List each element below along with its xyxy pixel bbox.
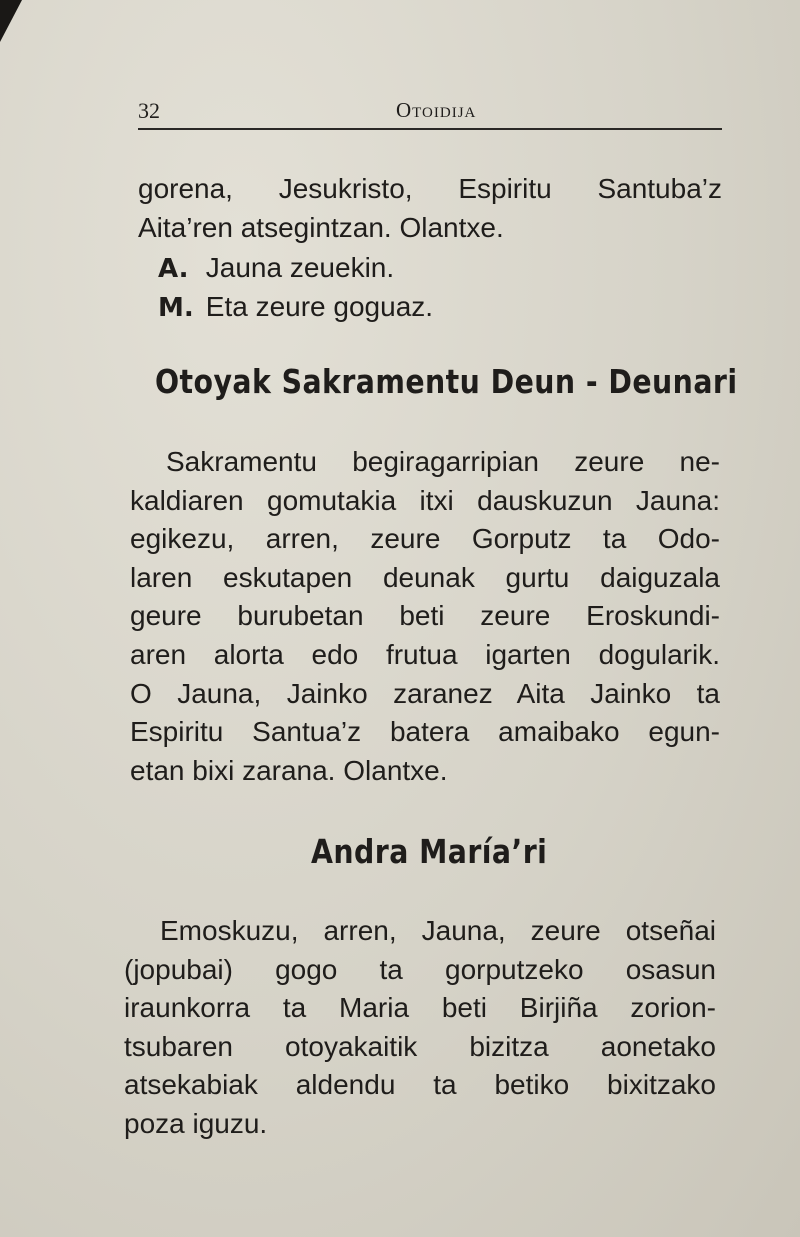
text-line: Emoskuzu, arren, Jauna, zeure otseñai xyxy=(160,915,716,946)
text-line: Aita’ren atsegintzan. Olantxe. xyxy=(138,211,504,243)
text-line: egikezu, arren, zeure Gorputz ta Odo- xyxy=(130,523,720,555)
section-heading: Andra María’ri xyxy=(311,832,548,871)
text-line: poza iguzu. xyxy=(124,1107,268,1139)
text-line: Espiritu Santua’z batera amaibako egun- xyxy=(130,716,720,748)
response-tag: A. xyxy=(158,254,189,284)
text-line: geure burubetan beti zeure Eroskundi- xyxy=(130,600,720,632)
prayer-paragraph xyxy=(130,443,720,790)
prayer-ending xyxy=(138,170,722,247)
response-text: Jauna zeuekin. xyxy=(205,252,395,283)
response-line xyxy=(158,288,433,327)
running-title: Otoidija xyxy=(396,98,477,122)
text-line: (jopubai) gogo ta gorputzeko osasun xyxy=(124,953,716,985)
text-line: tsubaren otoyakaitik bizitza aonetako xyxy=(124,1030,716,1062)
page-number: 32 xyxy=(138,98,160,123)
text-line: etan bixi zarana. Olantxe. xyxy=(130,754,448,786)
text-line: kaldiaren gomutakia itxi dauskuzun Jauna: xyxy=(130,484,720,516)
text-line: O Jauna, Jainko zaranez Aita Jainko ta xyxy=(130,677,720,709)
header-rule xyxy=(138,128,722,130)
text-line: aren alorta edo frutua igarten dogularik. xyxy=(130,638,720,670)
text-line: laren eskutapen deunak gurtu daiguzala xyxy=(130,561,720,593)
running-head xyxy=(138,96,722,132)
response-text: Eta zeure goguaz. xyxy=(205,291,434,322)
text-line: Sakramentu begiragarripian zeure ne- xyxy=(166,446,720,477)
text-line: atsekabiak aldendu ta betiko bixitzako xyxy=(124,1069,716,1101)
response-tag: M. xyxy=(158,293,194,323)
text-line: iraunkorra ta Maria beti Birjiña zorion- xyxy=(124,992,716,1024)
response-line xyxy=(158,249,394,288)
section-heading: Otoyak Sakramentu Deun - Deunari xyxy=(155,362,738,401)
page-corner-shadow xyxy=(0,0,22,42)
text-line: gorena, Jesukristo, Espiritu Santuba’z xyxy=(138,173,722,204)
prayer-paragraph xyxy=(124,912,716,1144)
